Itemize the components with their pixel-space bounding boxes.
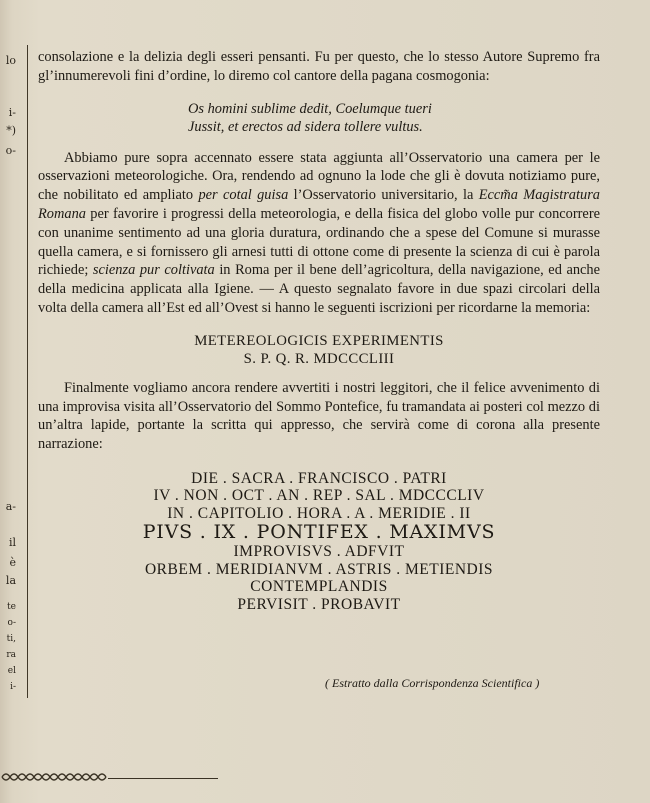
- source-citation: ( Estratto dalla Corrispondenza Scientifica ): [325, 676, 540, 690]
- paragraph-opening: consolazione e la delizia degli esseri pensanti. Fu per questo, che lo stesso Autore Supremo fra gl’innumerevoli fini d’ordine, lo diremo col cantore della pagana cosmogonia:: [38, 49, 600, 84]
- previous-column-fragment: [0, 0, 20, 803]
- gutter-fragment: la: [5, 574, 16, 587]
- inscription-line: IMPROVISVS . ADFVIT: [233, 543, 405, 561]
- inscription-line: PIVS . IX . PONTIFEX . MAXIMVS: [142, 521, 496, 544]
- main-text-column: [38, 48, 600, 613]
- gutter-fragment: è: [9, 556, 16, 569]
- gutter-fragment: te: [7, 602, 16, 612]
- quote-line: Jussit, et erectos ad sidera tollere vultus.: [188, 119, 423, 136]
- gutter-fragment: ra: [6, 650, 16, 660]
- gutter-fragment: el: [7, 666, 16, 676]
- ornament-icon: [0, 770, 110, 784]
- italic-run: Eccm̃a Magistratura Romana: [38, 187, 600, 222]
- gutter-fragment: o-: [5, 144, 16, 157]
- gutter-fragment: lo: [5, 54, 16, 67]
- paragraph-pontiff-visit: Finalmente vogliamo ancora rendere avvertiti i nostri leggitori, che il felice avvenimento di una improvisa visita all’Osservatorio del Sommo Pontefice, fu tramandata ai posteri col mezzo di un’altra lapide, portante la scritta qui appresso, che servirà come di corona alla presente narrazione:: [38, 379, 600, 453]
- gutter-fragment: a-: [5, 500, 16, 513]
- gutter-fragment: ti,: [6, 634, 16, 644]
- inscription-line: IV . NON . OCT . AN . REP . SAL . MDCCCLIV: [153, 487, 485, 505]
- gutter-fragment: *): [6, 124, 16, 137]
- gutter-fragment: il: [8, 536, 16, 549]
- gutter-fragment: i-: [8, 106, 16, 119]
- text-run: in Roma per il bene dell’agricoltura, della navigazione, ed anche della medicina applicata alla Igiene. — A questo segnalato favore in due spazi circolari della volta della camera all’Est ed all’Ovest si hanno le seguenti iscrizioni per ricordarne la memoria:: [38, 262, 600, 316]
- italic-run: scienza pur coltivata: [92, 262, 215, 279]
- column-rule: [27, 45, 28, 698]
- inscription-line: METEREOLOGICIS EXPERIMENTIS: [194, 332, 444, 349]
- inscription-line: IN . CAPITOLIO . HORA . A . MERIDIE . II: [167, 504, 471, 522]
- text-run: Abbiamo pure sopra accennato essere stata aggiunta all’Osservatorio una camera per le osservazioni meteorologiche. Ora, rendendo ad ognuno la lode che gli è dovuta notiziamo pure, che nobilitato ed ampliato: [38, 149, 600, 204]
- paragraph-observatory: [38, 149, 600, 318]
- quote-line: Os homini sublime dedit, Coelumque tueri: [188, 100, 432, 117]
- italic-run: per cotal guisa: [198, 187, 289, 204]
- inscription-pontiff: [38, 470, 600, 614]
- gutter-fragment: o-: [7, 618, 16, 628]
- latin-quote: [38, 100, 600, 137]
- text-run: l’Osservatorio universitario, la: [288, 187, 479, 204]
- text-run: per favorire i progressi della meteorologia, e della fisica del globo volle pur concorrere con unanime sentimento ad una gloria duratura, ordinando che a spese del Comune si murasse quella camera, e si fornissero gli arnesi tutti di ottone come di presente la scienza di cui è parola richiede;: [38, 205, 600, 279]
- gutter-fragment: i-: [10, 682, 16, 692]
- footer-rule: [108, 778, 218, 779]
- inscription-line: CONTEMPLANDIS: [250, 578, 388, 596]
- inscription-line: PERVISIT . PROBAVIT: [237, 595, 401, 613]
- inscription-line: DIE . SACRA . FRANCISCO . PATRI: [191, 469, 447, 487]
- inscription-line: S. P. Q. R. MDCCCLIII: [243, 351, 395, 368]
- inscription-line: ORBEM . MERIDIANVM . ASTRIS . METIENDIS: [144, 560, 494, 578]
- inscription-meteorological: [38, 332, 600, 369]
